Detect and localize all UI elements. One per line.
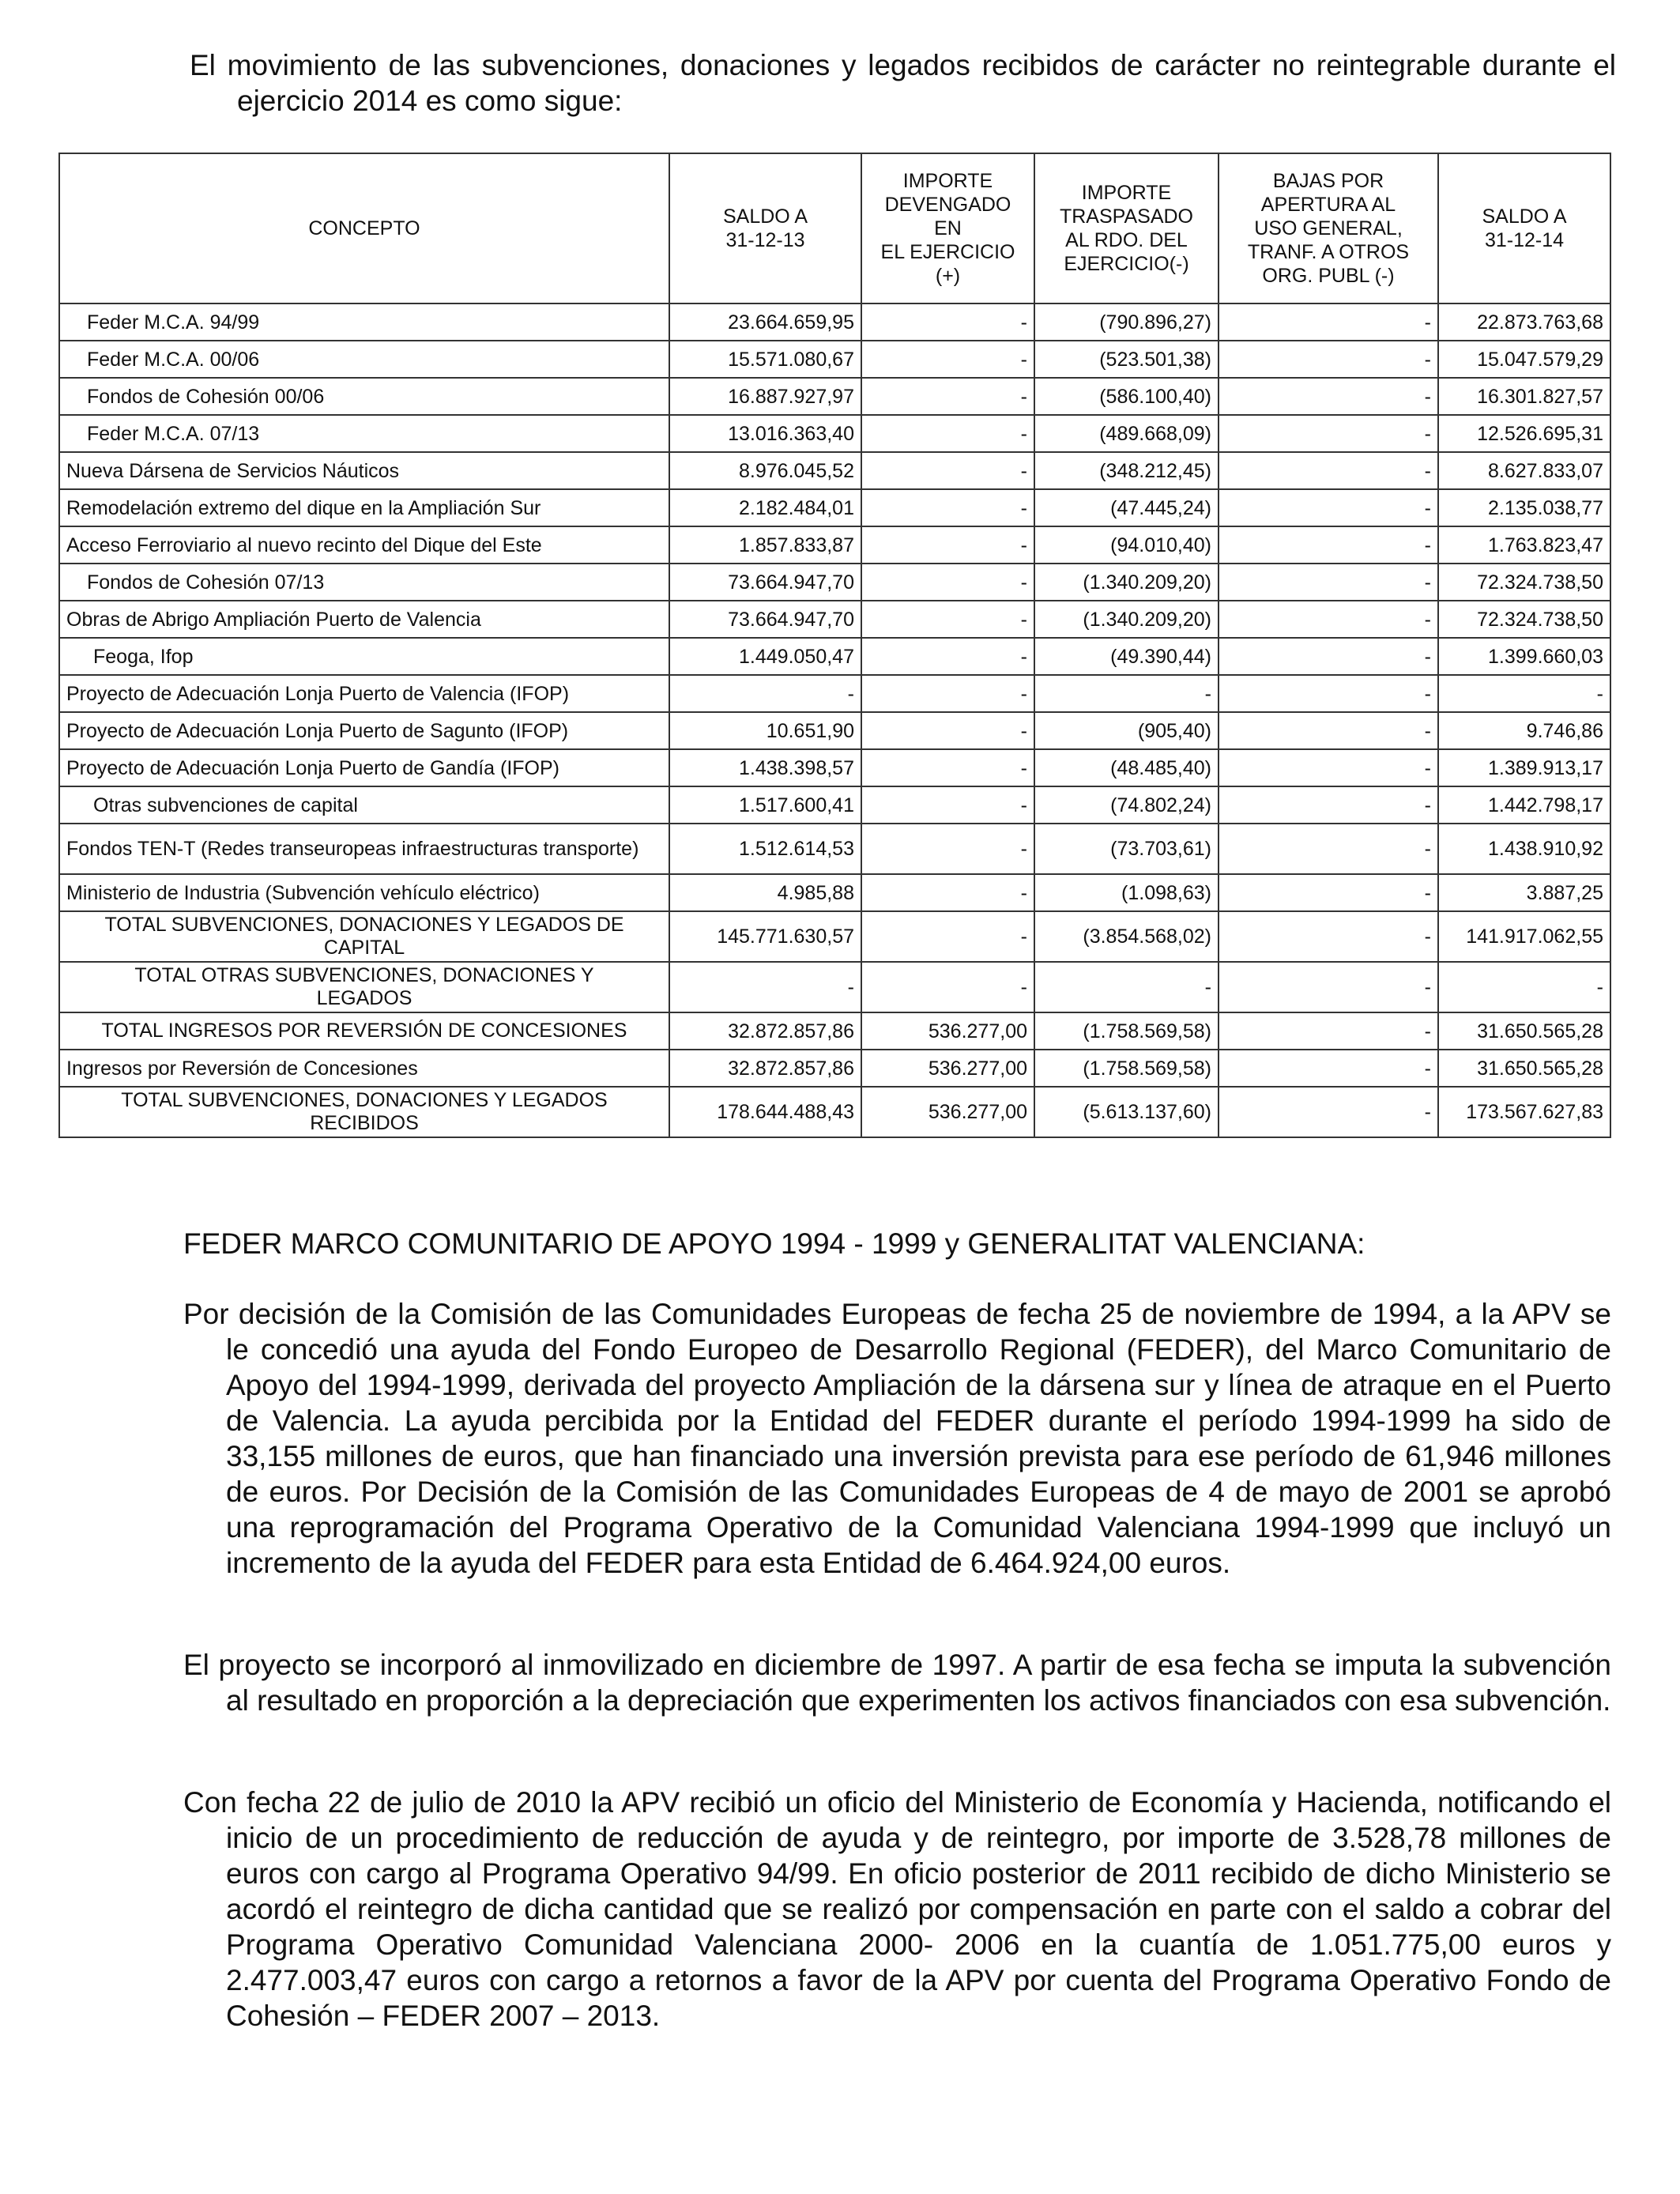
subsidies-table bbox=[58, 153, 1611, 1138]
row-label: Acceso Ferroviario al nuevo recinto del Dique del Este bbox=[59, 526, 669, 564]
table-body bbox=[59, 303, 1610, 1137]
row-label: TOTAL INGRESOS POR REVERSIÓN DE CONCESIONES bbox=[59, 1012, 669, 1050]
cell-bajas: - bbox=[1219, 415, 1438, 452]
cell-bajas: - bbox=[1219, 489, 1438, 526]
row-label: Feoga, Ifop bbox=[59, 638, 669, 675]
cell-saldo-2014: 1.399.660,03 bbox=[1438, 638, 1610, 675]
cell-devengado: - bbox=[861, 749, 1034, 786]
cell-bajas: - bbox=[1219, 1012, 1438, 1050]
row-label: Fondos TEN-T (Redes transeuropeas infraestructuras transporte) bbox=[59, 824, 669, 874]
cell-devengado: - bbox=[861, 911, 1034, 962]
cell-devengado: - bbox=[861, 378, 1034, 415]
row-label: Proyecto de Adecuación Lonja Puerto de Sagunto (IFOP) bbox=[59, 712, 669, 749]
cell-saldo-2013: 16.887.927,97 bbox=[669, 378, 861, 415]
col-header-bajas: BAJAS POR APERTURA AL USO GENERAL, TRANF. A OTROS ORG. PUBL (-) bbox=[1219, 153, 1438, 303]
cell-traspasado: (3.854.568,02) bbox=[1034, 911, 1219, 962]
cell-bajas: - bbox=[1219, 526, 1438, 564]
table-row bbox=[59, 452, 1610, 489]
cell-saldo-2013: 23.664.659,95 bbox=[669, 303, 861, 341]
cell-bajas: - bbox=[1219, 1050, 1438, 1087]
cell-devengado: - bbox=[861, 303, 1034, 341]
table-row bbox=[59, 378, 1610, 415]
cell-saldo-2014: 16.301.827,57 bbox=[1438, 378, 1610, 415]
cell-bajas: - bbox=[1219, 452, 1438, 489]
row-label: Feder M.C.A. 94/99 bbox=[59, 303, 669, 341]
cell-devengado: 536.277,00 bbox=[861, 1087, 1034, 1137]
row-label: Feder M.C.A. 07/13 bbox=[59, 415, 669, 452]
cell-traspasado: (73.703,61) bbox=[1034, 824, 1219, 874]
cell-bajas: - bbox=[1219, 601, 1438, 638]
cell-saldo-2013: 2.182.484,01 bbox=[669, 489, 861, 526]
cell-saldo-2013: - bbox=[669, 675, 861, 712]
cell-traspasado: - bbox=[1034, 962, 1219, 1012]
cell-traspasado: (94.010,40) bbox=[1034, 526, 1219, 564]
cell-saldo-2013: - bbox=[669, 962, 861, 1012]
cell-saldo-2013: 15.571.080,67 bbox=[669, 341, 861, 378]
table-row bbox=[59, 601, 1610, 638]
cell-saldo-2013: 145.771.630,57 bbox=[669, 911, 861, 962]
row-label: Proyecto de Adecuación Lonja Puerto de Valencia (IFOP) bbox=[59, 675, 669, 712]
cell-devengado: - bbox=[861, 415, 1034, 452]
cell-devengado: 536.277,00 bbox=[861, 1012, 1034, 1050]
cell-bajas: - bbox=[1219, 341, 1438, 378]
cell-traspasado: (47.445,24) bbox=[1034, 489, 1219, 526]
cell-saldo-2014: 1.763.823,47 bbox=[1438, 526, 1610, 564]
row-label: Remodelación extremo del dique en la Ampliación Sur bbox=[59, 489, 669, 526]
cell-saldo-2014: 173.567.627,83 bbox=[1438, 1087, 1610, 1137]
subsidies-table-container bbox=[58, 153, 1610, 1138]
row-label: Fondos de Cohesión 07/13 bbox=[59, 564, 669, 601]
cell-saldo-2013: 1.512.614,53 bbox=[669, 824, 861, 874]
cell-saldo-2013: 13.016.363,40 bbox=[669, 415, 861, 452]
cell-saldo-2013: 1.517.600,41 bbox=[669, 786, 861, 824]
cell-saldo-2014: 72.324.738,50 bbox=[1438, 564, 1610, 601]
row-label: Fondos de Cohesión 00/06 bbox=[59, 378, 669, 415]
cell-traspasado: (1.340.209,20) bbox=[1034, 601, 1219, 638]
cell-saldo-2014: 12.526.695,31 bbox=[1438, 415, 1610, 452]
cell-bajas: - bbox=[1219, 564, 1438, 601]
cell-saldo-2013: 73.664.947,70 bbox=[669, 564, 861, 601]
cell-saldo-2014: 31.650.565,28 bbox=[1438, 1012, 1610, 1050]
cell-bajas: - bbox=[1219, 378, 1438, 415]
cell-bajas: - bbox=[1219, 911, 1438, 962]
table-row bbox=[59, 638, 1610, 675]
table-row bbox=[59, 526, 1610, 564]
cell-traspasado: (1.758.569,58) bbox=[1034, 1012, 1219, 1050]
cell-devengado: - bbox=[861, 564, 1034, 601]
cell-devengado: - bbox=[861, 452, 1034, 489]
cell-saldo-2013: 32.872.857,86 bbox=[669, 1012, 861, 1050]
section-heading: FEDER MARCO COMUNITARIO DE APOYO 1994 - 1999 y GENERALITAT VALENCIANA: bbox=[183, 1227, 1365, 1260]
cell-traspasado: (1.098,63) bbox=[1034, 874, 1219, 911]
cell-bajas: - bbox=[1219, 712, 1438, 749]
cell-devengado: - bbox=[861, 824, 1034, 874]
row-label: Proyecto de Adecuación Lonja Puerto de Gandía (IFOP) bbox=[59, 749, 669, 786]
cell-traspasado: (5.613.137,60) bbox=[1034, 1087, 1219, 1137]
cell-saldo-2014: 15.047.579,29 bbox=[1438, 341, 1610, 378]
cell-traspasado: (489.668,09) bbox=[1034, 415, 1219, 452]
row-label: Feder M.C.A. 00/06 bbox=[59, 341, 669, 378]
cell-devengado: - bbox=[861, 786, 1034, 824]
cell-bajas: - bbox=[1219, 303, 1438, 341]
table-row-total bbox=[59, 911, 1610, 962]
cell-traspasado: (523.501,38) bbox=[1034, 341, 1219, 378]
row-label: TOTAL OTRAS SUBVENCIONES, DONACIONES Y LEGADOS bbox=[59, 962, 669, 1012]
cell-bajas: - bbox=[1219, 874, 1438, 911]
cell-saldo-2014: 1.442.798,17 bbox=[1438, 786, 1610, 824]
table-row bbox=[59, 786, 1610, 824]
row-label: Otras subvenciones de capital bbox=[59, 786, 669, 824]
cell-saldo-2014: 1.438.910,92 bbox=[1438, 824, 1610, 874]
row-label: Ministerio de Industria (Subvención vehículo eléctrico) bbox=[59, 874, 669, 911]
col-header-concepto: CONCEPTO bbox=[59, 153, 669, 303]
cell-saldo-2014: 1.389.913,17 bbox=[1438, 749, 1610, 786]
cell-devengado: - bbox=[861, 675, 1034, 712]
col-header-traspasado: IMPORTE TRASPASADO AL RDO. DEL EJERCICIO(-) bbox=[1034, 153, 1219, 303]
cell-saldo-2014: 8.627.833,07 bbox=[1438, 452, 1610, 489]
cell-saldo-2013: 1.449.050,47 bbox=[669, 638, 861, 675]
cell-bajas: - bbox=[1219, 638, 1438, 675]
table-row-total bbox=[59, 962, 1610, 1012]
cell-saldo-2013: 1.857.833,87 bbox=[669, 526, 861, 564]
cell-saldo-2014: - bbox=[1438, 675, 1610, 712]
cell-bajas: - bbox=[1219, 749, 1438, 786]
cell-saldo-2013: 178.644.488,43 bbox=[669, 1087, 861, 1137]
cell-traspasado: - bbox=[1034, 675, 1219, 712]
cell-saldo-2014: 72.324.738,50 bbox=[1438, 601, 1610, 638]
cell-traspasado: (348.212,45) bbox=[1034, 452, 1219, 489]
table-row bbox=[59, 341, 1610, 378]
cell-traspasado: (1.758.569,58) bbox=[1034, 1050, 1219, 1087]
row-label: TOTAL SUBVENCIONES, DONACIONES Y LEGADOS RECIBIDOS bbox=[59, 1087, 669, 1137]
row-label: TOTAL SUBVENCIONES, DONACIONES Y LEGADOS DE CAPITAL bbox=[59, 911, 669, 962]
paragraph-reintegro: Con fecha 22 de julio de 2010 la APV recibió un oficio del Ministerio de Economía y Hacienda, notificando el inicio de un procedimiento de reducción de ayuda y de reintegro, por importe de 3.528,78 millones de euros con cargo al Programa Operativo 94/99. En oficio posterior de 2011 recibido de dicho Ministerio se acordó el reintegro de dicha cantidad que se realizó por compensación en parte con el saldo a cobrar del Programa Operativo Comunidad Valenciana 2000- 2006 en la cuantía de 1.051.775,00 euros y 2.477.003,47 euros con cargo a retornos a favor de la APV por cuenta del Programa Operativo Fondo de Cohesión – FEDER 2007 – 2013. bbox=[183, 1786, 1611, 2032]
cell-devengado: - bbox=[861, 874, 1034, 911]
cell-bajas: - bbox=[1219, 824, 1438, 874]
row-label: Ingresos por Reversión de Concesiones bbox=[59, 1050, 669, 1087]
table-row bbox=[59, 712, 1610, 749]
cell-saldo-2014: 3.887,25 bbox=[1438, 874, 1610, 911]
table-header-row bbox=[59, 153, 1610, 303]
cell-devengado: - bbox=[861, 489, 1034, 526]
cell-bajas: - bbox=[1219, 675, 1438, 712]
cell-traspasado: (74.802,24) bbox=[1034, 786, 1219, 824]
cell-saldo-2014: 22.873.763,68 bbox=[1438, 303, 1610, 341]
table-row bbox=[59, 824, 1610, 874]
cell-traspasado: (905,40) bbox=[1034, 712, 1219, 749]
table-row bbox=[59, 303, 1610, 341]
cell-devengado: - bbox=[861, 526, 1034, 564]
table-row bbox=[59, 874, 1610, 911]
cell-saldo-2013: 32.872.857,86 bbox=[669, 1050, 861, 1087]
cell-bajas: - bbox=[1219, 1087, 1438, 1137]
cell-devengado: 536.277,00 bbox=[861, 1050, 1034, 1087]
table-row-grand-total bbox=[59, 1087, 1610, 1137]
cell-traspasado: (49.390,44) bbox=[1034, 638, 1219, 675]
row-label: Nueva Dársena de Servicios Náuticos bbox=[59, 452, 669, 489]
table-row bbox=[59, 749, 1610, 786]
cell-saldo-2013: 4.985,88 bbox=[669, 874, 861, 911]
cell-traspasado: (586.100,40) bbox=[1034, 378, 1219, 415]
cell-devengado: - bbox=[861, 638, 1034, 675]
table-row bbox=[59, 489, 1610, 526]
cell-saldo-2014: - bbox=[1438, 962, 1610, 1012]
cell-traspasado: (790.896,27) bbox=[1034, 303, 1219, 341]
table-row bbox=[59, 675, 1610, 712]
cell-traspasado: (1.340.209,20) bbox=[1034, 564, 1219, 601]
cell-saldo-2013: 10.651,90 bbox=[669, 712, 861, 749]
intro-paragraph: El movimiento de las subvenciones, donaciones y legados recibidos de carácter no reintegrable durante el ejercicio 2014 es como sigue: bbox=[190, 49, 1616, 117]
cell-devengado: - bbox=[861, 601, 1034, 638]
cell-saldo-2014: 2.135.038,77 bbox=[1438, 489, 1610, 526]
table-row bbox=[59, 415, 1610, 452]
cell-devengado: - bbox=[861, 712, 1034, 749]
col-header-saldo-2013: SALDO A 31-12-13 bbox=[669, 153, 861, 303]
table-row bbox=[59, 1050, 1610, 1087]
table-row-total bbox=[59, 1012, 1610, 1050]
cell-saldo-2013: 73.664.947,70 bbox=[669, 601, 861, 638]
cell-traspasado: (48.485,40) bbox=[1034, 749, 1219, 786]
col-header-saldo-2014: SALDO A 31-12-14 bbox=[1438, 153, 1610, 303]
paragraph-feder-decision: Por decisión de la Comisión de las Comunidades Europeas de fecha 25 de noviembre de 1994, a la APV se le concedió una ayuda del Fondo Europeo de Desarrollo Regional (FEDER), del Marco Comunitario de Apoyo del 1994-1999, derivada del proyecto Ampliación de la dársena sur y línea de atraque en el Puerto de Valencia. La ayuda percibida por la Entidad del FEDER durante el período 1994-1999 ha sido de 33,155 millones de euros, que han financiado una inversión prevista para ese período de 61,946 millones de euros. Por Decisión de la Comisión de las Comunidades Europeas de 4 de mayo de 2001 se aprobó una reprogramación del Programa Operativo de la Comunidad Valenciana 1994-1999 que incluyó un incremento de la ayuda del FEDER para esta Entidad de 6.464.924,00 euros. bbox=[183, 1298, 1611, 1579]
cell-bajas: - bbox=[1219, 962, 1438, 1012]
cell-saldo-2014: 141.917.062,55 bbox=[1438, 911, 1610, 962]
table-row bbox=[59, 564, 1610, 601]
row-label: Obras de Abrigo Ampliación Puerto de Valencia bbox=[59, 601, 669, 638]
cell-devengado: - bbox=[861, 341, 1034, 378]
cell-saldo-2013: 8.976.045,52 bbox=[669, 452, 861, 489]
cell-bajas: - bbox=[1219, 786, 1438, 824]
cell-saldo-2014: 31.650.565,28 bbox=[1438, 1050, 1610, 1087]
cell-devengado: - bbox=[861, 962, 1034, 1012]
cell-saldo-2014: 9.746,86 bbox=[1438, 712, 1610, 749]
col-header-devengado: IMPORTE DEVENGADO EN EL EJERCICIO (+) bbox=[861, 153, 1034, 303]
cell-saldo-2013: 1.438.398,57 bbox=[669, 749, 861, 786]
paragraph-inmovilizado: El proyecto se incorporó al inmovilizado en diciembre de 1997. A partir de esa fecha se imputa la subvención al resultado en proporción a la depreciación que experimenten los activos financiados con esa subvención. bbox=[183, 1649, 1611, 1717]
